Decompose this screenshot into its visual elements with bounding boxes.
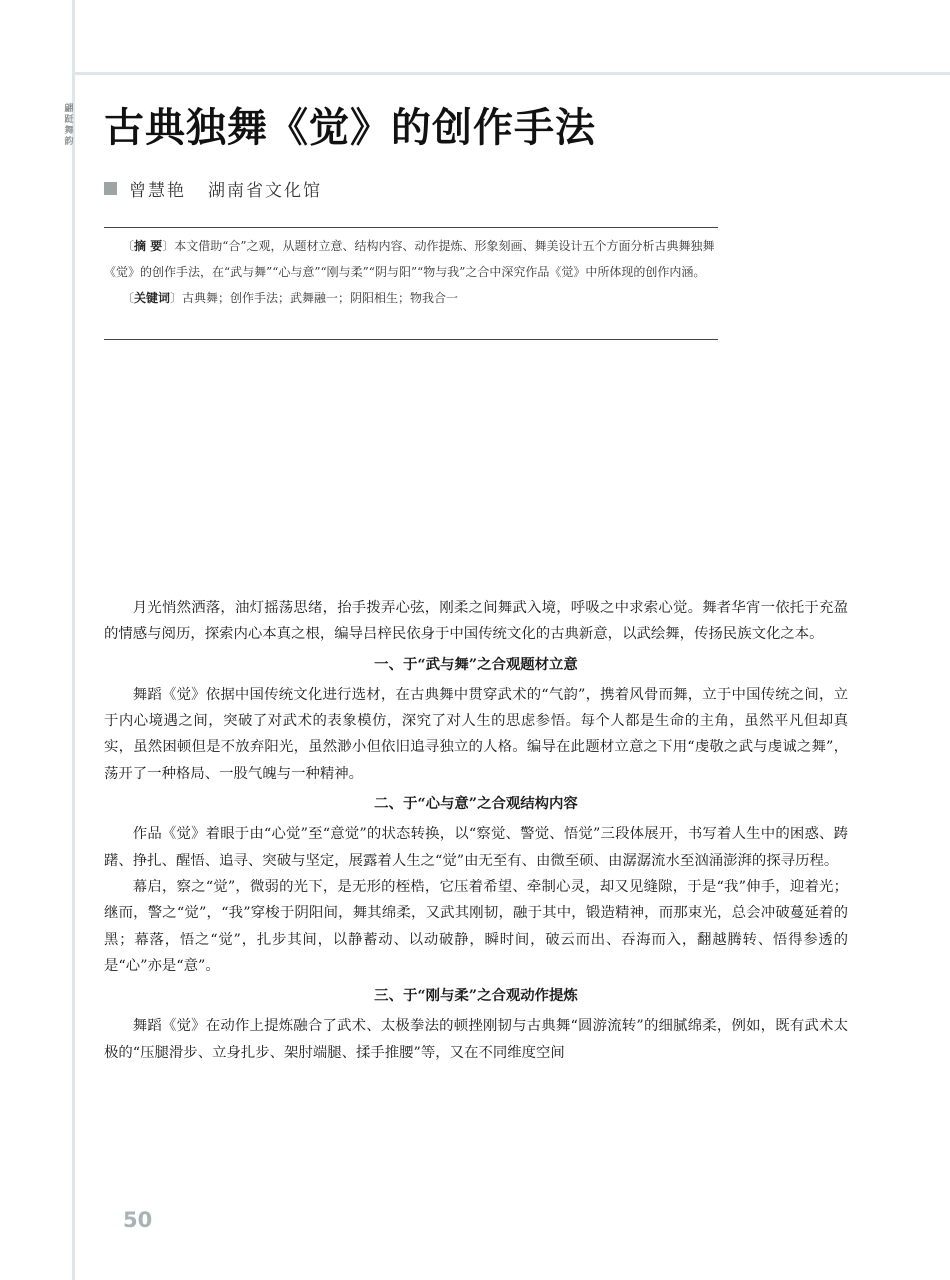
page-number: 50 [123,1208,153,1232]
byline-square-icon [104,182,117,195]
abstract-paragraph: 〔摘 要〕本文借助“合”之观，从题材立意、结构内容、动作提炼、形象刻画、舞美设计五个方面分析古典舞独舞《觉》的创作手法，在“武与舞”“心与意”“刚与柔”“阴与阳”“物与我”之合中深究作品《觉》中所体现的创作内涵。 [104,239,715,279]
section-heading-2: 二、于“心与意”之合观结构内容 [374,795,578,813]
abstract-box [104,227,718,340]
section2-paragraph-1: 作品《觉》着眼于由“心觉”至“意觉”的状态转换，以“察觉、警觉、悟觉”三段体展开，书写着人生中的困惑、踌躇、挣扎、醒悟、追寻、突破与坚定，展露着人生之“觉”由无至有、由微至硕、由潺潺流水至汹涌澎湃的探寻历程。 [104,826,848,869]
section2-paragraph-2: 幕启，察之“觉”，微弱的光下，是无形的桎梏，它压着希望、牵制心灵，却又见缝隙，于是“我”伸手，迎着光；继而，警之“觉”，“我”穿梭于阴阳间，舞其绵柔，又武其刚韧，融于其中，锻造精神，而那束光，总会冲破蔓延着的黑；幕落，悟之“觉”，扎步其间，以静蓄动、以动破静，瞬时间，破云而出、吞海而入，翻越腾转、悟得参透的是“心”亦是“意”。 [104,878,848,974]
author-name: 曾慧艳 [129,181,186,201]
author-affiliation: 湖南省文化馆 [208,181,322,201]
header-rule [75,72,950,75]
keywords-text: 古典舞；创作手法；武舞融一；阴阳相生；物我合一 [182,291,459,305]
article-title: 古典独舞《觉》的创作手法 [104,104,596,151]
intro-paragraph: 月光悄然洒落，油灯摇荡思绪，抬手拨弄心弦，刚柔之间舞武入境，呼吸之中求索心觉。舞者华宵一依托于充盈的情感与阅历，探索内心本真之根，编导吕梓民依身于中国传统文化的古典新意，以武绘舞，传扬民族文化之本。 [104,600,848,643]
column-tag: 翩跹舞韵 [64,104,74,147]
left-margin-rule [72,0,75,1280]
article-body [104,595,848,1066]
left-margin-band [0,0,74,1280]
section3-paragraph-1: 舞蹈《觉》在动作上提炼融合了武术、太极拳法的顿挫刚韧与古典舞“圆游流转”的细腻绵柔，例如，既有武术太极的“压腿滑步、立身扎步、架肘端腿、揉手推腰”等，又在不同维度空间 [104,1018,848,1061]
section1-paragraph-1: 舞蹈《觉》依据中国传统文化进行选材，在古典舞中贯穿武术的“气韵”，携着风骨而舞，立于中国传统之间，立于内心境遇之间，突破了对武术的表象模仿，深究了对人生的思虑参悟。每个人都是生命的主角，虽然平凡但却真实，虽然困顿但是不放弃阳光，虽然渺小但依旧追寻独立的人格。编导在此题材立意之下用“虔敬之武与虔诚之舞”，荡开了一种格局、一股气魄与一种精神。 [104,686,848,782]
section-heading-1: 一、于“武与舞”之合观题材立意 [374,655,578,673]
abstract-label: 摘 要 [134,239,163,253]
section-heading-3: 三、于“刚与柔”之合观动作提炼 [374,987,578,1005]
keywords-label: 关键词 [134,291,171,305]
byline [104,176,322,201]
abstract-text: 本文借助“合”之观，从题材立意、结构内容、动作提炼、形象刻画、舞美设计五个方面分析古典舞独舞《觉》的创作手法，在“武与舞”“心与意”“刚与柔”“阴与阳”“物与我”之合中深究作品《觉》中所体现的创作内涵。 [104,239,715,279]
keywords-paragraph: 〔关键词〕古典舞；创作手法；武舞融一；阴阳相生；物我合一 [122,291,459,305]
